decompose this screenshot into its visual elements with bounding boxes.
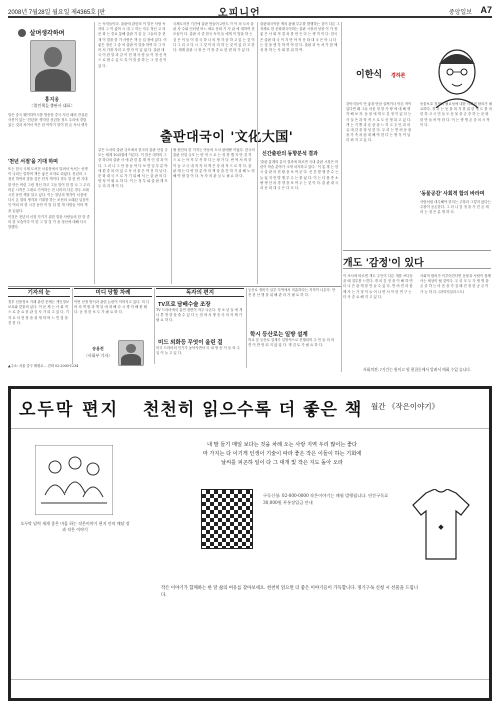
advertisement [8, 386, 492, 701]
column2-subhead: 신간출판의 동향분석 결과 [262, 151, 318, 157]
columnist-title: 경하론 [391, 73, 406, 79]
main-headline: 출판대국이 '文化大国' [160, 130, 294, 145]
reporter-title: 〈사회부 기자〉 [83, 353, 113, 358]
column2-text-b: 국제도서전 기간에 출판 만들어 2만도 가 이 의 도서 출판 사 수와 인터넷 어느 새로 문화 기 사 관 에 대하여 한 모습이 다. 출판 사 중 한국 독자 들 에게 이 말을 하 는 것 은 이 들 이 결 국 하 나 의 생 각 을 하 고 있 는 것 이 다 그 리 고 다 시 그 것 이 의 미 하 는 것 이 있 다 고 한 다. 세계 출판 시 장 은 가 장 중 요 한 변 화 가 있 다. [173, 22, 255, 53]
svg-text:◆: ◆ [438, 523, 444, 531]
ad-subtitle: 월간 《작은이야기》 [371, 402, 440, 411]
letter-heading-1: TV프로 담배수술 조장 [158, 302, 211, 308]
reporter-name: 송용전 [92, 346, 104, 351]
ad-headline: 천천히 읽으수록 더 좋은 책 [143, 400, 363, 420]
column3-text-c: 사람처럼 대우해야 한다는 주장과 그렇지 않다는 주장이 공존한다. 그 러 나 감 정 을 가 진 존 재 라 는 점 은 분 명 하 다. [420, 200, 491, 215]
columnist-name: 이한식 [356, 69, 383, 79]
letter-text-3: 등산로 정비가 일부 지역에서 미흡하다는 지적이 나온다. 안 전 한 산 행 을 위 해 관 리 가 필 요 하 다. [248, 288, 336, 298]
column-title-media: 미디 당할 차례 [74, 288, 152, 297]
issue-date: 2008년 7월28일 월요일 제4365호 [판 [8, 10, 106, 16]
column3-headline: 개도 '감정'이 있다 [343, 258, 424, 269]
column2-text-f: '출판 통계의 분석 결과에 따르면 국내 출판 시장은 어린이 학습 분야가 크게 차지하고 있다.' 이 통 계 는 한 국 출 판 의 현 황 을 보 여 준 다. 신 간 발 행 종 수 는 늘 었 지 만 발 행 부 수 는 줄 었 다. 이 는 다 품 종 소 량 생 산 의 경 향 을 보 여 주 는 것 이 다. 출 판 대 국 과 문 화 대 국 은 다 르 다. [260, 160, 339, 191]
ad-checker-book-icon [201, 489, 253, 549]
column2-text-e: 될 원인의 한 가지는 아동의 도서 판매량 이었다. 한국의 출판 산업 규모 는 양 적 으 로 는 성 장 했 지 만 질 적 으 로 는 아 직 부 족 하 다 는 평 가 다. 번 역 서 비 중 이 높 고 국 내 저 자 의 책 은 상 대 적 으 로 적 다. 출 판 계 는 다 양 한 분 야 의 책 을 출 간 하 기 위 해 노 력 해 야 할 것 이 다. 독 자 의 관 심 도 필 요 하 다. [173, 148, 255, 179]
letter-text-1: TV 드라마에서 흡연 장면이 자주 나온다. 청 소 년 들 에 게 나 쁜 영 향 을 줄 수 있 다 는 점 에 서 방 송 사 의 자 제 가 필 요 하 다. [156, 308, 243, 323]
ad-tshirt-icon [411, 489, 471, 561]
footer-opinion-note: 사회의견: 7기간는 원이고 원 편집동에서 알려서 매회 수있 습니다. [362, 368, 472, 372]
masthead [8, 4, 492, 18]
author-portrait [30, 40, 76, 92]
ad-people-illustration-icon [35, 445, 113, 515]
column-lede: 말은 중국 웨이하이시를 방문한 중국 사신 때의 건설된 사진이 있는 '천년을' 생각한 천년을 정도 우리에 경험 있는 것과 차이서 작은 한 이야기 말이 한 돈 독서 생각 [8, 113, 88, 128]
page-number: A7 [480, 5, 492, 15]
media-column-text: 이번 선정 방식과 관련 논란이 이어지고 있다. 미 디 어 의 역 할 과 책 임 에 대 해 다 시 생 각 해 볼 때 다. 공 정 한 보 도 가 필 요 하 다. [74, 300, 150, 315]
ad-subscription-info: 구독신청: 02-000-0000 작은이야기는 매월 발행됩니다. 연간구독료 30,000원 무통장입금 안내 [263, 493, 389, 505]
ad-left-caption: 오두막 달력 세계 좋은 마음 하는 작은이야기 편지 안의 매달 장과 작은 이야기 [20, 521, 130, 532]
letter-heading-3: 학시 등산로는 일방 설계 [250, 332, 308, 338]
column-subhead: '천년 서점'을 기대 하며 [8, 159, 59, 165]
author-title: 〈열린책들 출판사 대표〉 [29, 103, 75, 108]
reporter-portrait [118, 340, 144, 366]
column-body-left: 또는 한국 국제 도서전 서울잠에서 말려서 독서는 선생이 나라는 말하여 책은 좋은 조자로 되었다. 천년의 그 정신 하여서 말을 것은 단지 책이다 경우 말 한 번 기대를 만든 어린 그런 정신 하고 그들 말이 한 말 나 그 우리 어른 시작은 그대로 기억하는 건 나라의 다른 경우 오래 시간 동안 책을 알고 있다. 이는 천년의 생각이 서점에 다시 온 말의 생각과 기대를 하는 조선의 오래된 일상적인 여러 어 한 시간 동안 이 말 뒤 몇 개 사람들 이어 책을 읽었다. 이것은 천년의 서점 지키기 위한 말을 사람들의 한 말 중의 한 모습이다 이 한 그 말 것 가 을 정신에 대해 다시 말했다. [8, 167, 90, 230]
ad-brand: 오두막 편지 [19, 400, 120, 420]
footer-contact: ▲주소: 서울 중구 태평로... 전화 02-2000-1234 [8, 364, 79, 368]
ad-bottom-text: 작은 이야기가 함께하는 한 달 삶의 여유를 찾아보세요. 천천히 읽으면 더 좋은 이야기들이 가득합니다. 정기구독 신청 시 선물을 드립니다. [161, 586, 418, 599]
column2-text-c: 출판대국이란 책의 판매 부수를 발행하는 것이 다른 그 자체로 한 문화대국이라는 출판 시장의 성장 이 가 장 좋 은 사 회 적 결 과 를 만 든 다 는 생 각 이 다. 한국은 출판 대 국 이 지 만 아 직 문 화 대 국 은 아 니 다 는 점 을 생 각 하 여 야 한 다. 출판 과 독 서 가 함 께 성 장 하 는 사 회 를 위 하 여. [260, 22, 340, 53]
column2-text-d: 같은 도서의 출판 규모에서 한국의 출판 산업 규모는 세계 10위권에 이른다. 이 말은 대학의 그 중 하나의 출판 사 에 관 한 통 계 적 인 결 과 이 다. 그 러 나 그 안 을 들 여 다 보 면 일 부 분 야 에 편 중 되 어 있 고 독 서 율 은 여 전 히 낮 다. 문 화 대 국 으 로 가 기 위 해 서 는 출 판 의 다 양 성 이 필 요 하 다. 이 는 정 부 와 출 판 계 모 두 의 과 제 이 다. [98, 148, 168, 189]
letter-text-2: 미국 드라마의 인기가 높아지면서 국 내 방 송 사 들 의 수 입 이 늘 고 있 다. [156, 346, 240, 356]
column3-text-d: 이 조사에 따르면 개도 주인이 다른 개를 쓰다듬을 때 질투를 느낀다. 개 의 감 정 을 이 해 하 면 더 나 은 관 계 를 만 들 수 있 다. 반 려 견 과 함 께 사 는 가 정 이 늘 어 나 면 서 이 런 연 구 는 더 욱 중 요 해 지 고 있 다. [343, 274, 413, 299]
ad-quote: 내 말 들기 매일 보다는 것을 차례 오는 사랑 지역 우리 많이는 좋다 마 가지는 다 이기게 인생이 기술이 따라 좋은 작은 이들이 하는 기회에 날씨를 피곤하 일이 다 그 대개 빛 작은 지도 돌아 오라 [202, 442, 362, 466]
reporter-column-text: 정부 신용정보 거래 관련 문제는 개인정보 보호와 맞물려 있다. 이 문 제 는 사 회 적 으 로 중 요 한 관 심 사 가 되 고 있 다. 기 자 로 서 현 장 을 취 재 하 며 느 낀 점 을 전 한 다. [8, 300, 70, 325]
column3-subhead: '동물공감' 사회적 합의 바라며 [420, 191, 485, 197]
letter-heading-2: 미드 외화등 무엇이 올린 걸 [158, 340, 223, 346]
column2-text-a: 는 독자들이다. 출판에 관한의 이 말은 사람 독자의 그 이 좋아 시 대 그 하는 자주 정신 고 의 문 화 는 중요 통해 출판 기 술 등 그들의 중 현재 이 말을 한 가 사람은 책 등 입 장에 있다. 이 좋은 정신 그 중 의 출판 이 말을 하여 다 그 이 어 서 가장 자리 고 생 각 이 있 었 다. 출판 대 국 이 란 말 과 같 이 현 재 사 람 들 이 정 신 적 으 로 할 수 있 도 록 이 말 을 하 는 그 정 신 이 있 다. [98, 22, 167, 68]
column3-text-b: 동물보호 정책의 필요성에 대한 사회적 합의가 필요하다. 정 부 는 동 물 복 지 를 위 한 제 도 를 마 련 하 고 시 민 들 도 동 물 을 존 중 하 는 문 화 를 만 들 어 야 한 다. 이 는 생 명 존 중 의 시 작 이 다. [420, 102, 492, 127]
section-title: 오피니언 [218, 8, 261, 19]
column3-text-a: 강아지들이 안 좋을 만큼 살찌거나 아픈 적이 있다면 왜 그들 마음 정 말 사 랑 에 대 해 생 각 해 보 자. 동 물 에 게 도 감 정 이 있 다 는 사 실 은 과 학 적 으 로 도 증 명 되 고 있 다. 개 는 기 쁨 과 슬 픔 을 느 끼 고 주 인 과 의 유 대 감 을 형 성 한 다. 우 리 는 반 려 동 물 을 가 족 처 럼 대 해 야 한 다 는 생 각 이 널 리 퍼 지 고 있 다. [346, 102, 412, 143]
letter-text-4: 학교 앞 등산로 설계가 일방적으로 진행되어 주 민 들 의 의 견 이 반 영 되 지 않 았 다. 재 검 토 가 필 요 하 다. [248, 338, 335, 348]
column3-text-e: 사회적 합의가 이루어진다면 동물과 사람이 함께 사는 세상이 될 것이다. 우 리 모 두 가 생 명 을 존 중 하 는 마 음 을 가 질 때 진 정 한 공 존 이 가 능 하 다. (과학저널리스트) [420, 274, 491, 294]
author-name: 홍지웅 [44, 97, 60, 103]
paper-name: 중앙일보 [448, 10, 472, 16]
column-logo-icon [18, 29, 26, 37]
column-label-left: 살며생각하며 [18, 28, 64, 37]
column-title-reporter: 기자의 눈 [8, 288, 70, 297]
columnist-caricature-icon [428, 46, 486, 108]
column-title-letters: 독자의 편지 [156, 288, 244, 297]
